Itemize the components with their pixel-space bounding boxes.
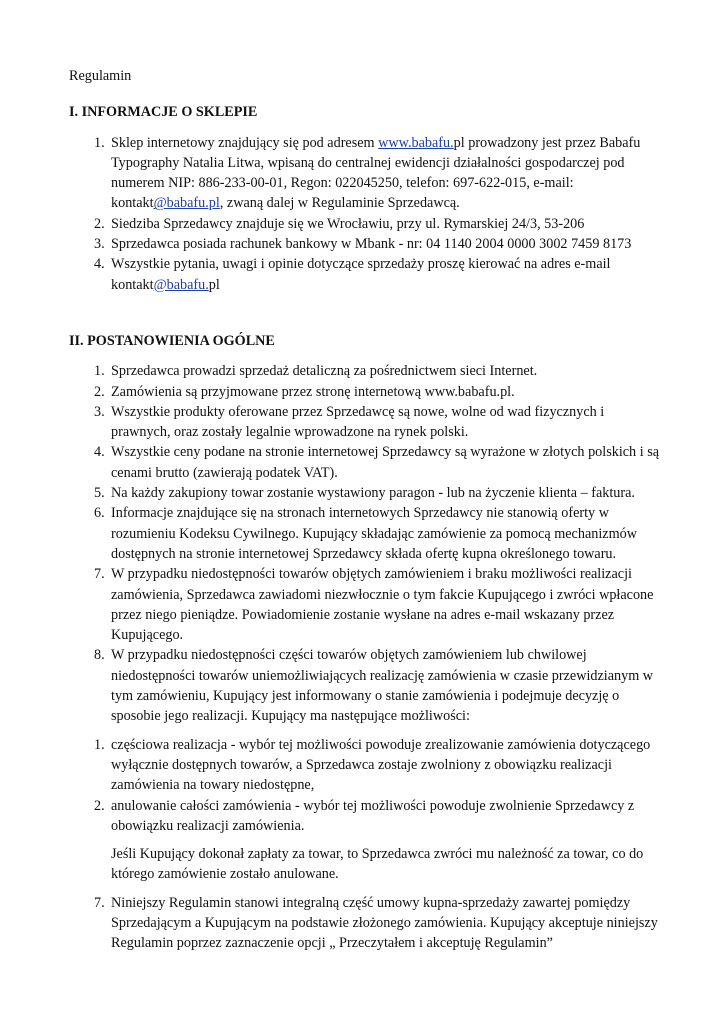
list-item (69, 214, 659, 234)
item-text: W przypadku niedostępności części towarów objętych zamówieniem lub chwilowej niedostępności towarów uniemożliwiających realizację zamówienia w czasie przewidzianym w tym zamówieniu, Kupujący jest informowany o stanie zamówienia i podejmuje decyzję o sposobie jego realizacji. Kupujący ma następujące możliwości: (111, 647, 654, 725)
item-number: 4. (94, 256, 105, 273)
list-item (69, 645, 659, 726)
item-number: 1. (94, 134, 105, 151)
document-title: Regulamin (69, 68, 132, 84)
section-heading-postanowienia: II. POSTANOWIENIA OGÓLNE (69, 332, 275, 349)
list-item (69, 234, 659, 254)
item-text: W przypadku niedostępności towarów objętych zamówieniem i braku możliwości realizacji zamówienia, Sprzedawca zawiadomi niezwłocznie o tym fakcie Kupującego i zwróci wpłacone przez niego pieniądze. Powiadomienie zostanie wysłane na adres e-mail wskazany przez Kupującego. (111, 566, 654, 644)
item-text: Wszystkie produkty oferowane przez Sprzedawcę są nowe, wolne od wad fizycznych i prawnych, oraz zostały legalnie wprowadzone na rynek polski. (111, 403, 605, 441)
item-text: Sklep internetowy znajdujący się pod adresem (111, 134, 379, 151)
item-text: częściowa realizacja - wybór tej możliwości powoduje zrealizowanie zamówienia dotyczącego wyłącznie dostępnych towarów, a Sprzedawca zostaje zwolniony z obowiązku realizacji zamówienia na towary niedostępne, (111, 736, 651, 794)
website-link[interactable]: www.babafu. (378, 134, 454, 151)
list-item (69, 564, 659, 645)
list-item (69, 735, 659, 796)
general-provisions-list (69, 361, 659, 726)
item-text: Sprzedawca prowadzi sprzedaż detaliczną za pośrednictwem sieci Internet. (111, 363, 538, 380)
list-item (69, 442, 659, 483)
item-text: Informacje znajdujące się na stronach internetowych Sprzedawcy nie stanowią oferty w rozumieniu Kodeksu Cywilnego. Kupujący składając zamówienie za pomocą mechanizmów dostępnych na stronie internetowej Sprzedawcy składa ofertę kupna określonego towaru. (111, 505, 637, 562)
list-item (69, 483, 659, 503)
item-number: 4. (94, 444, 105, 461)
item-text: Zamówienia są przyjmowane przez stronę internetową www.babafu.pl. (111, 383, 515, 400)
item-number: 7. (94, 894, 105, 911)
item-number: 2. (94, 383, 105, 400)
item-number: 7. (94, 566, 105, 583)
item-text: Niniejszy Regulamin stanowi integralną część umowy kupna-sprzedaży zawartej pomiędzy Sprzedającym a Kupującym na podstawie złożonego zamówienia. Kupujący akceptuje niniejszy Regulamin poprzez zaznaczenie opcji „ Przeczytałem i akceptuję Regulamin” (111, 894, 658, 952)
item-text: anulowanie całości zamówienia - wybór tej możliwości powoduje zwolnienie Sprzedawcy z obowiązku realizacji zamówienia. (111, 797, 635, 834)
email-link[interactable]: @babafu.pl (153, 195, 220, 212)
item-text: pl prowadzony jest przez Babafu Typography Natalia Litwa, wpisaną do centralnej ewidencji działalności gospodarczej pod numerem NIP: 886-233-00-01, Regon: 022045250, telefon: 697-622-015, e-mail: kontakt (111, 134, 641, 212)
item-text: Wszystkie ceny podane na stronie internetowej Sprzedawcy są wyrażone w złotych polskich i są cenami brutto (zawierają podatek VAT). (111, 444, 660, 481)
item-number: 5. (94, 485, 105, 502)
order-options-list (69, 735, 659, 836)
list-item (69, 361, 659, 381)
email-link[interactable]: @babafu. (153, 276, 209, 293)
item-text: Wszystkie pytania, uwagi i opinie dotyczące sprzedaży proszę kierować na adres e-mail kontakt (111, 256, 611, 293)
final-provisions-list (69, 893, 659, 954)
list-item (69, 402, 659, 443)
item-number: 3. (94, 236, 105, 253)
shop-info-list (69, 133, 659, 295)
item-number: 2. (94, 215, 105, 232)
item-text: , zwaną dalej w Regulaminie Sprzedawcą. (219, 195, 460, 212)
list-item (69, 893, 659, 954)
item-number: 1. (94, 363, 105, 380)
list-item (69, 382, 659, 402)
list-item (69, 503, 659, 564)
item-number: 8. (94, 647, 105, 664)
list-item (69, 133, 659, 214)
item-text: Na każdy zakupiony towar zostanie wystawiony paragon - lub na życzenie klienta – faktura. (111, 485, 635, 502)
item-text: pl (208, 276, 220, 293)
item-text: Sprzedawca posiada rachunek bankowy w Mbank - nr: 04 1140 2004 0000 3002 7459 8173 (111, 236, 632, 253)
refund-note: Jeśli Kupujący dokonał zapłaty za towar, to Sprzedawca zwróci mu należność za towar, co do którego zamówienie zostało anulowane. (111, 846, 644, 883)
item-number: 1. (94, 736, 105, 753)
item-number: 6. (94, 505, 105, 522)
list-item (69, 796, 659, 837)
item-number: 3. (94, 403, 105, 420)
document-page (69, 66, 659, 954)
list-item (69, 254, 659, 295)
section-heading-informacje: I. INFORMACJE O SKLEPIE (69, 104, 258, 121)
item-number: 2. (94, 797, 105, 814)
item-text: Siedziba Sprzedawcy znajduje się we Wrocławiu, przy ul. Rymarskiej 24/3, 53-206 (111, 215, 585, 232)
